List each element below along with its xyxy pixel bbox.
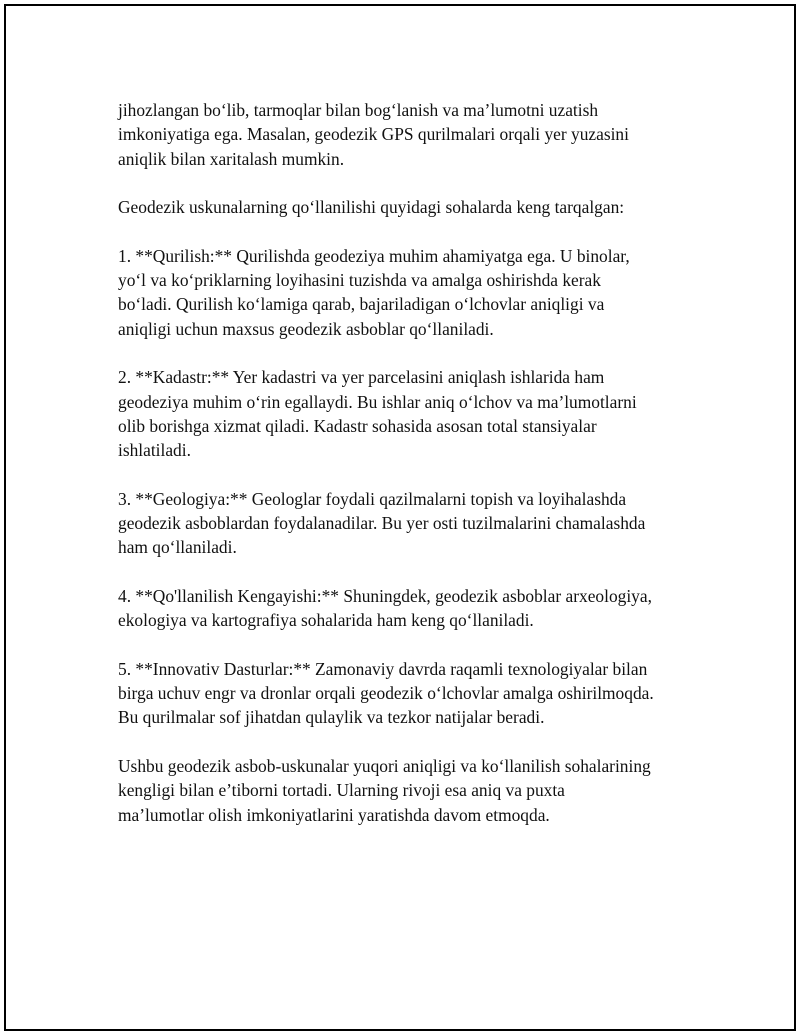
document-body [118, 98, 698, 851]
list-item-construction: 1. **Qurilish:** Qurilishda geodeziya muhim ahamiyatga ega. U binolar, yo‘l va ko‘priklarning loyihasini tuzishda va amalga oshirishda kerak bo‘ladi. Qurilish ko‘lamiga qarab, bajariladigan o‘lchovlar aniqligi va aniqligi uchun maxsus geodezik asboblar qo‘llaniladi. [118, 245, 630, 339]
paragraph-usage-intro: Geodezik uskunalarning qo‘llanilishi quyidagi sohalarda keng tarqalgan: [118, 197, 625, 218]
page-frame [4, 4, 796, 1031]
paragraph-conclusion: Ushbu geodezik asbob-uskunalar yuqori aniqligi va ko‘llanilish sohalarining kengligi bilan e’tiborni tortadi. Ularning rivoji esa aniq va puxta ma’lumotlar olish imkoniyatlarini yaratishda davom etmoqda. [118, 756, 651, 825]
list-item-cadastre: 2. **Kadastr:** Yer kadastri va yer parcelasini aniqlash ishlarida ham geodeziya muhim o‘rin egallaydi. Bu ishlar aniq o‘lchov va ma’lumotlarni olib borishga xizmat qiladi. Kadastr sohasida asosan total stansiyalar ishlatiladi. [118, 367, 637, 461]
list-item-geology: 3. **Geologiya:** Geologlar foydali qazilmalarni topish va loyihalashda geodezik asboblardan foydalanadilar. Bu yer osti tuzilmalarini chamalashda ham qo‘llaniladi. [118, 488, 646, 558]
list-item-innovative-programs: 5. **Innovativ Dasturlar:** Zamonaviy davrda raqamli texnologiyalar bilan birga uchuv engr va dronlar orqali geodezik o‘lchovlar amalga oshirilmoqda. Bu qurilmalar sof jihatdan qulaylik va tezkor natijalar beradi. [118, 658, 654, 728]
list-item-usage-expansion: 4. **Qo'llanilish Kengayishi:** Shuningdek, geodezik asboblar arxeologiya, ekologiya va kartografiya sohalarida ham keng qo‘llaniladi. [118, 585, 652, 631]
paragraph-intro-continuation: jihozlangan bo‘lib, tarmoqlar bilan bog‘lanish va ma’lumotni uzatish imkoniyatiga ega. Masalan, geodezik GPS qurilmalari orqali yer yuzasini aniqlik bilan xaritalash mumkin. [118, 100, 629, 169]
